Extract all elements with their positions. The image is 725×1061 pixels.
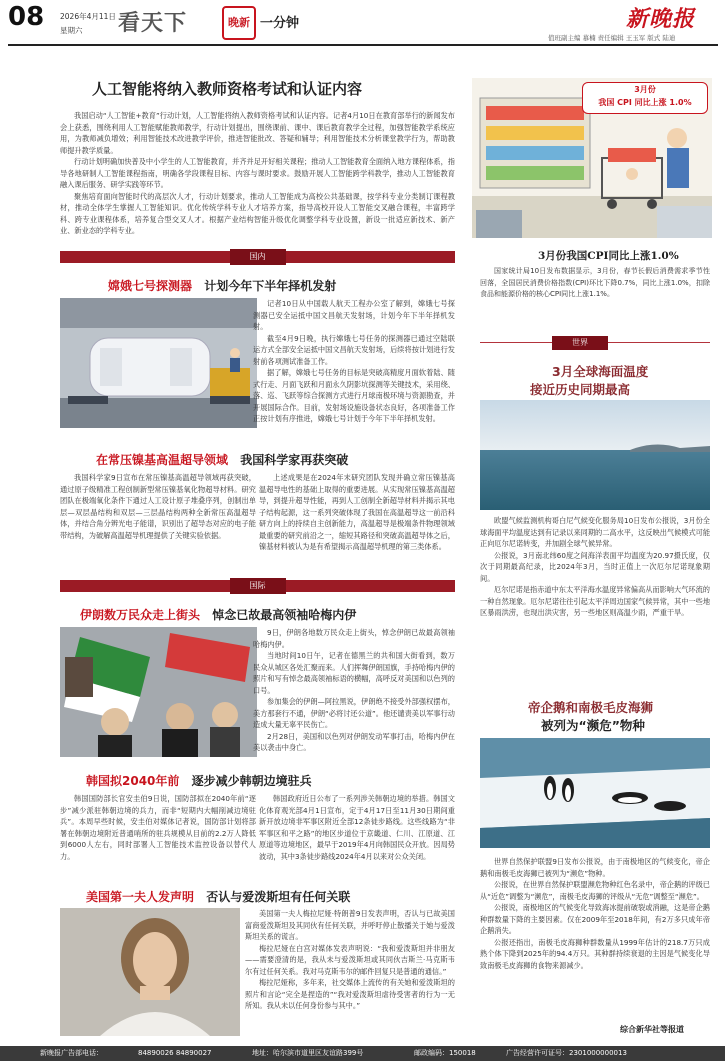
change7-photo [60,298,257,428]
penguin-photo [480,738,710,848]
article-ai-teacher-body [60,110,455,240]
paragraph: 截至4月9日晚，执行嫦娥七号任务的探测器已通过空陆联运方式全部安全运抵中国文昌航天发射场，后续将按计划进行发射前各项测试准备工作。 [253,333,455,366]
cpi-illustration [472,78,712,238]
paragraph: 公报说，3月南北纬60度之间海洋表面平均温度为20.97摄氏度，仅次于同期最高纪录，比2024年3月，当时正值上一次厄尔尼诺现象期间。 [480,550,710,583]
cpi-badge-line1: 3月份 [634,85,656,94]
headline-superconductor-main: 我国科学家再获突破 [240,453,349,467]
paragraph: 厄尔尼诺是指赤道中东太平洋海水温度异常偏高从而影响大气环流的一种自然现象。厄尔尼诺往往引起太平洋周边国家气候异常，其中一些地区暴雨洪涝，也现出洪灾害，另一些地区则高温少雨，严重干旱。 [480,585,710,617]
article-ocean-body [480,515,710,680]
header-rule [8,44,718,46]
source-credit: 综合新华社等报道 [620,1025,684,1034]
newspaper-logo: 新晚报 [626,6,696,32]
section-tag-domestic: 国内 [230,249,286,265]
column-name: 看天下 [118,11,188,36]
iran-rally-photo [60,627,257,757]
footer-address: 地址：哈尔滨市道里区友谊路399号 [252,1049,364,1057]
paragraph: 世界自然保护联盟9日发布公报说，由于南极地区的气候变化，帝企鹅和南极毛皮海狮已被列为“濒危”物种。 [480,857,710,878]
section-bar-domestic [60,251,455,263]
section-bar-international [60,580,455,592]
paragraph: 据了解，嫦娥七号任务的目标是突破高精度月面软着陆、随式行走、月面飞跃和月面永久阴影坑探测等关键技术，采用绕、落、巡、飞跃等综合探测方式进行月球南极环境与资源勘查，并开展国际合作。目前，发射场设施设备状态良好，各项准备工作正按计划有序推进，嫦娥七号计划于今年下半年择机发射。 [253,368,455,423]
article-iran-body [253,627,455,762]
section-tag-international: 国际 [230,578,286,594]
paragraph: 我国启动“人工智能+教育”行动计划，人工智能将纳入教师资格考试和认证内容。记者4月10日在教育部举行的新闻发布会上获悉，围绕利用人工智能赋能教师教学，行动计划提出，围绕课前、课中、课后教育教学全过程，加强智能教学系统应用，为教师减负增效；利用智能技术改进教学评价，推进智能批改、答疑和辅导；利用智能技术分析课堂教学行为，帮助教师提升教学质量。 [60,111,455,155]
paragraph: 我国科学家9日宣布在常压镍基高温超导领域再获突破，通过原子级精准工程创制新型常压镍基氧化物超导材料。研究团队在极端氧化条件下通过人工设计原子堆叠序列，创制出单层—双层晶结构和双层—三层晶结构两种全新常压高温超导体，并结合角分辨光电子能谱，识别出了超导态对应的电子能带结构，为破解高温超导机理提供了关键实验依据。 [60,473,256,540]
headline-change7-lead: 嫦娥七号探测器 [108,279,193,293]
headline-change7 [108,277,336,294]
headline-iran-main: 悼念已故最高领袖哈梅内伊 [212,608,357,622]
paragraph: 参加集会的伊朗—阿拉黑说，伊朗绝不接受外部强权摆布，美方那套行不通，伊朗“必将讨还公道”。他还谴责美以军事行动造成大量无辜平民伤亡。 [253,697,455,729]
ocean-photo [480,400,710,510]
headline-ai-teacher: 人工智能将纳入教师资格考试和认证内容 [92,80,363,98]
headline-melania-main: 否认与爱泼斯坦有任何关联 [206,890,351,904]
column-seal: 晚新 [222,6,256,40]
crowd-flags-icon [60,627,257,757]
sea-horizon-icon [480,400,710,510]
issue-weekday: 星期六 [60,26,83,35]
cpi-body: 国家统计局10日发布数据显示，3月份，春节长假后消费需求季节性回落，全国居民消费价格指数(CPI)环比下降0.7%，同比上涨1.0%，扣除食品和能源价格的核心CPI同比上涨1.1%。 [480,267,710,298]
penguins-on-ice-icon [480,738,710,848]
melania-photo [60,908,240,1036]
headline-penguin-2: 被列为“濒危”物种 [541,718,645,733]
headline-iran [80,606,356,623]
headline-superconductor-lead: 在常压镍基高温超导领域 [96,453,229,467]
headline-korea-lead: 韩国拟2040年前 [86,774,180,788]
page-number: 08 [8,2,45,32]
headline-ocean-2: 接近历史同期最高 [530,382,631,397]
editor-credits: 值班副主编 慕楠 责任编辑 王玉军 版式 陆迪 [548,34,676,42]
cpi-badge [582,82,708,114]
page-header [0,0,725,46]
page-footer [0,1046,725,1061]
article-change7-body [253,298,455,438]
paragraph: 美国第一夫人梅拉尼娅·特朗普9日发表声明，否认与已故美国富商爱泼斯坦及其同伙有任何关联，并呼吁停止散播关于她与爱泼斯坦关系的谎言。 [245,909,455,941]
footer-hotline: 84890026 84890027 [138,1049,212,1057]
headline-superconductor [96,451,348,468]
portrait-icon [60,908,240,1036]
headline-korea-main: 逐步减少韩朝边境驻兵 [191,774,312,788]
footer-zip: 邮政编码：150018 [414,1049,476,1057]
headline-iran-lead: 伊朗数万民众走上街头 [80,608,201,622]
paragraph: 行动计划明确加快普及中小学生的人工智能教育，并齐并足开好相关课程；推动人工智能教育全面纳入地方课程体系，指导各地研制人工智能课程指南，明确各学段课程目标、内容与课时要求。鼓励开展人工智能跨学科教学，推动人工智能教育融入课后服务、研学实践等环节。 [60,157,455,189]
headline-ocean-1: 3月全球海面温度 [552,364,649,379]
footer-license: 广告经营许可证号：2301000000013 [506,1049,627,1057]
column-sub: 一分钟 [260,16,300,31]
paragraph: 公报说，在世界自然保护联盟濒危物种红色名录中，帝企鹅的评级已从“近危”调整为“濒危”，南极毛皮海狮的评级从“无危”调整至“濒危”。 [480,880,710,901]
headline-korea [86,772,312,789]
headline-melania-lead: 美国第一夫人发声明 [86,890,195,904]
paragraph: 当地时间10日午，记者在德黑兰的共和国大街看到，数万民众从城区各处汇聚而来。人们挥舞伊朗国旗，手持哈梅内伊的照片和写有悼念最高领袖标语的横幅，高呼反对美国和以色列的口号。 [253,651,455,695]
paragraph: 韩国国防部长官安圭伯9日说，国防部拟在2040年前“逐步”减少派驻韩朝边境的兵力，而非“短期内大幅削减边境驻兵”。本周早些时候，安圭伯对媒体记者说，国防部计划将部署在韩朝边境附近普通哨所的驻兵规模从目前的2.2万人降低到6000人左右，同时部署人工智能技术监控设备以替代人力。 [60,794,256,861]
article-superconductor-col2 [259,472,455,572]
article-korea-col1 [60,793,256,885]
probe-transport-icon [60,298,257,428]
headline-melania [86,888,350,905]
issue-date: 2026年4月11日 [60,12,116,21]
headline-penguin-1: 帝企鹅和南极毛皮海狮 [528,700,654,715]
paragraph: 公报还指出，南极毛皮海狮种群数量从1999年估计的218.7万只成熟个体下降到2025年的94.4万只。其种群持续衰退的主因是气候变化导致南极毛皮海狮的食物来源减少。 [480,937,710,970]
paragraph: 上述成果是在2024年末研究团队发现并确立常压镍基高温超导电性的基础上取得的重要进展。从实现常压镍基高温超导，到提升超导性能，再到人工创制全新超导材料并揭示其电子结构起源，这一系列突破体现了我国在高温超导这一前沿科研方向上的持续自主创新能力，高温超导是极端条件物理领域最重要的研究前沿之一，缩短其路径和突破高温超导体之后，镍基材料被认为是有希望揭示高温超导机理的第三类体系。 [259,473,455,551]
article-penguin-body [480,856,710,1016]
headline-cpi: 3月份我国CPI同比上涨1.0% [538,250,679,262]
paragraph: 2月28日，美国和以色列对伊朗发动军事打击，哈梅内伊在美以袭击中身亡。 [253,731,455,752]
headline-change7-main: 计划今年下半年择机发射 [204,279,337,293]
article-korea-col2 [259,793,455,885]
paragraph: 公报说，南极地区的气候变化导致海冰提前破裂或消融，这是帝企鹅种群数量下降的主要因素。仅在2009年至2018年间，有2万多只成年帝企鹅消失。 [480,903,710,935]
paragraph: 韩国政府近日公布了一系列涉关韩朝边境的举措。韩国文化体育观光部4月1日宣布，定于4月17日至11月30日期间重新开放边境非军事区附近全部12条徒步路线。这些线路为“非军事区和平之路”的地区步道位于京畿道、仁川、江原道、江原道等边境地区，最早于2019年4月向韩国民众开放。因局势波动，其中3条徒步路线2024年4月以来对公众关闭。 [259,794,455,861]
paragraph: 记者10日从中国载人航天工程办公室了解到，嫦娥七号探测器已安全运抵中国文昌航天发射场，计划今年下半年择机发射。 [253,299,455,331]
article-superconductor-col1 [60,472,256,572]
paragraph: 聚焦培育面向智能时代的高层次人才，行动计划要求，推动人工智能成为高校公共基础课，按学科专业分类制订课程教材，推动全体学生掌握人工智能知识。优化传统学科专业人才培养方案，指导高校开设人工智能交叉融合课程，丰富跨学科、跨专业课程体系，培养复合型交叉人才。根据产业结构智能升级优化调整学科专业设置，新设一批适应新技术、新产业、新业态的学科专业。 [60,191,455,235]
paragraph: 梅拉尼娅在白宫对媒体发表声明说：“我和爱泼斯坦并非朋友——需要澄清的是，我从未与爱泼斯坦或其同伙吉斯兰·马克斯韦尔有过任何关系。我对马克斯韦尔的邮件回复只是普通的通信。” [245,943,455,976]
paragraph: 欧盟气候监测机构哥白尼气候变化服务局10日发布公报说，3月份全球海面平均温度达到有记录以来同期的二高水平，这反映出气候模式可能正向厄尔尼诺转变，并加剧全球气候异常。 [480,516,710,548]
footer-hotline-label: 新晚报广告部电话： [40,1049,103,1057]
section-tag-world: 世界 [552,336,608,350]
paragraph: 梅拉尼娅称，多年来，社交媒体上流传的有关她和爱泼斯坦的照片和言论“完全是捏造的”“我对爱泼斯坦虐待受害者的行为一无所知。我从未以任何身份参与其中。” [245,978,455,1010]
cpi-badge-line2: 我国 CPI 同比上涨 1.0% [598,98,692,107]
article-melania-body [245,908,455,1038]
paragraph: 9日，伊朗各地数万民众走上街头，悼念伊朗已故最高领袖哈梅内伊。 [253,628,455,649]
